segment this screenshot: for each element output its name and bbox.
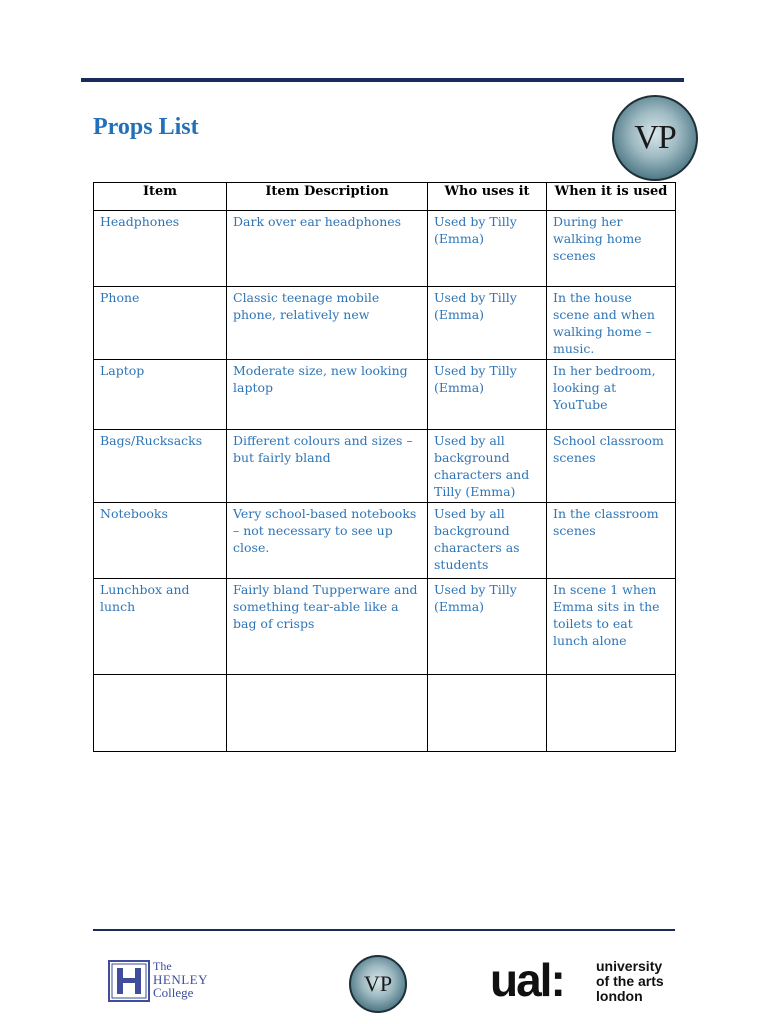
header-rule — [81, 78, 684, 82]
cell-description: Moderate size, new looking laptop — [227, 360, 428, 430]
henley-college-logo — [108, 960, 208, 1002]
ual-line-of-the-arts: of the arts — [596, 973, 664, 989]
henley-wordmark — [153, 960, 208, 999]
table-row — [94, 430, 676, 503]
cell-description: Very school-based notebooks – not necessary to see up close. — [227, 503, 428, 579]
page-title: Props List — [93, 114, 199, 140]
table-row — [94, 503, 676, 579]
cell-description: Fairly bland Tupperware and something tear-able like a bag of crisps — [227, 579, 428, 675]
cell-when: In scene 1 when Emma sits in the toilets to eat lunch alone — [547, 579, 676, 675]
cell-who: Used by Tilly (Emma) — [428, 211, 547, 287]
footer-rule — [93, 929, 675, 931]
table-row — [94, 211, 676, 287]
column-header-item: Item — [94, 183, 227, 211]
cell-when: During her walking home scenes — [547, 211, 676, 287]
cell-description: Classic teenage mobile phone, relatively new — [227, 287, 428, 360]
vp-footer-logo — [349, 955, 407, 1013]
vp-footer-logo-text: VP — [363, 971, 393, 996]
props-table — [93, 182, 676, 752]
cell-who: Used by all background characters as students — [428, 503, 547, 579]
cell-item: Bags/Rucksacks — [94, 430, 227, 503]
cell-description — [227, 675, 428, 752]
table-row — [94, 675, 676, 752]
cell-description: Different colours and sizes – but fairly bland — [227, 430, 428, 503]
cell-when — [547, 675, 676, 752]
ual-logo — [490, 955, 680, 1005]
cell-who: Used by all background characters and Tilly (Emma) — [428, 430, 547, 503]
cell-item: Lunchbox and lunch — [94, 579, 227, 675]
ual-mark: ual: — [490, 954, 564, 1006]
henley-line-henley: HENLEY — [153, 972, 208, 987]
column-header-description: Item Description — [227, 183, 428, 211]
vp-logo-text: VP — [634, 119, 676, 156]
ual-wordmark — [596, 959, 664, 1004]
column-header-when: When it is used — [547, 183, 676, 211]
cell-when: In the house scene and when walking home – music. — [547, 287, 676, 360]
cell-description: Dark over ear headphones — [227, 211, 428, 287]
henley-h-emblem-icon — [108, 960, 150, 1002]
cell-item: Phone — [94, 287, 227, 360]
henley-line-college: College — [153, 985, 194, 1000]
cell-when: In the classroom scenes — [547, 503, 676, 579]
cell-who: Used by Tilly (Emma) — [428, 287, 547, 360]
cell-item: Headphones — [94, 211, 227, 287]
cell-when: In her bedroom, looking at YouTube — [547, 360, 676, 430]
column-header-who: Who uses it — [428, 183, 547, 211]
ual-line-london: london — [596, 988, 643, 1004]
table-row — [94, 579, 676, 675]
cell-when: School classroom scenes — [547, 430, 676, 503]
table-header-row — [94, 183, 676, 211]
table-row — [94, 287, 676, 360]
ual-line-university: university — [596, 958, 663, 974]
henley-line-the: The — [153, 959, 172, 973]
cell-item: Notebooks — [94, 503, 227, 579]
cell-item: Laptop — [94, 360, 227, 430]
cell-item — [94, 675, 227, 752]
cell-who: Used by Tilly (Emma) — [428, 579, 547, 675]
cell-who — [428, 675, 547, 752]
vp-logo — [612, 95, 698, 181]
cell-who: Used by Tilly (Emma) — [428, 360, 547, 430]
table-row — [94, 360, 676, 430]
